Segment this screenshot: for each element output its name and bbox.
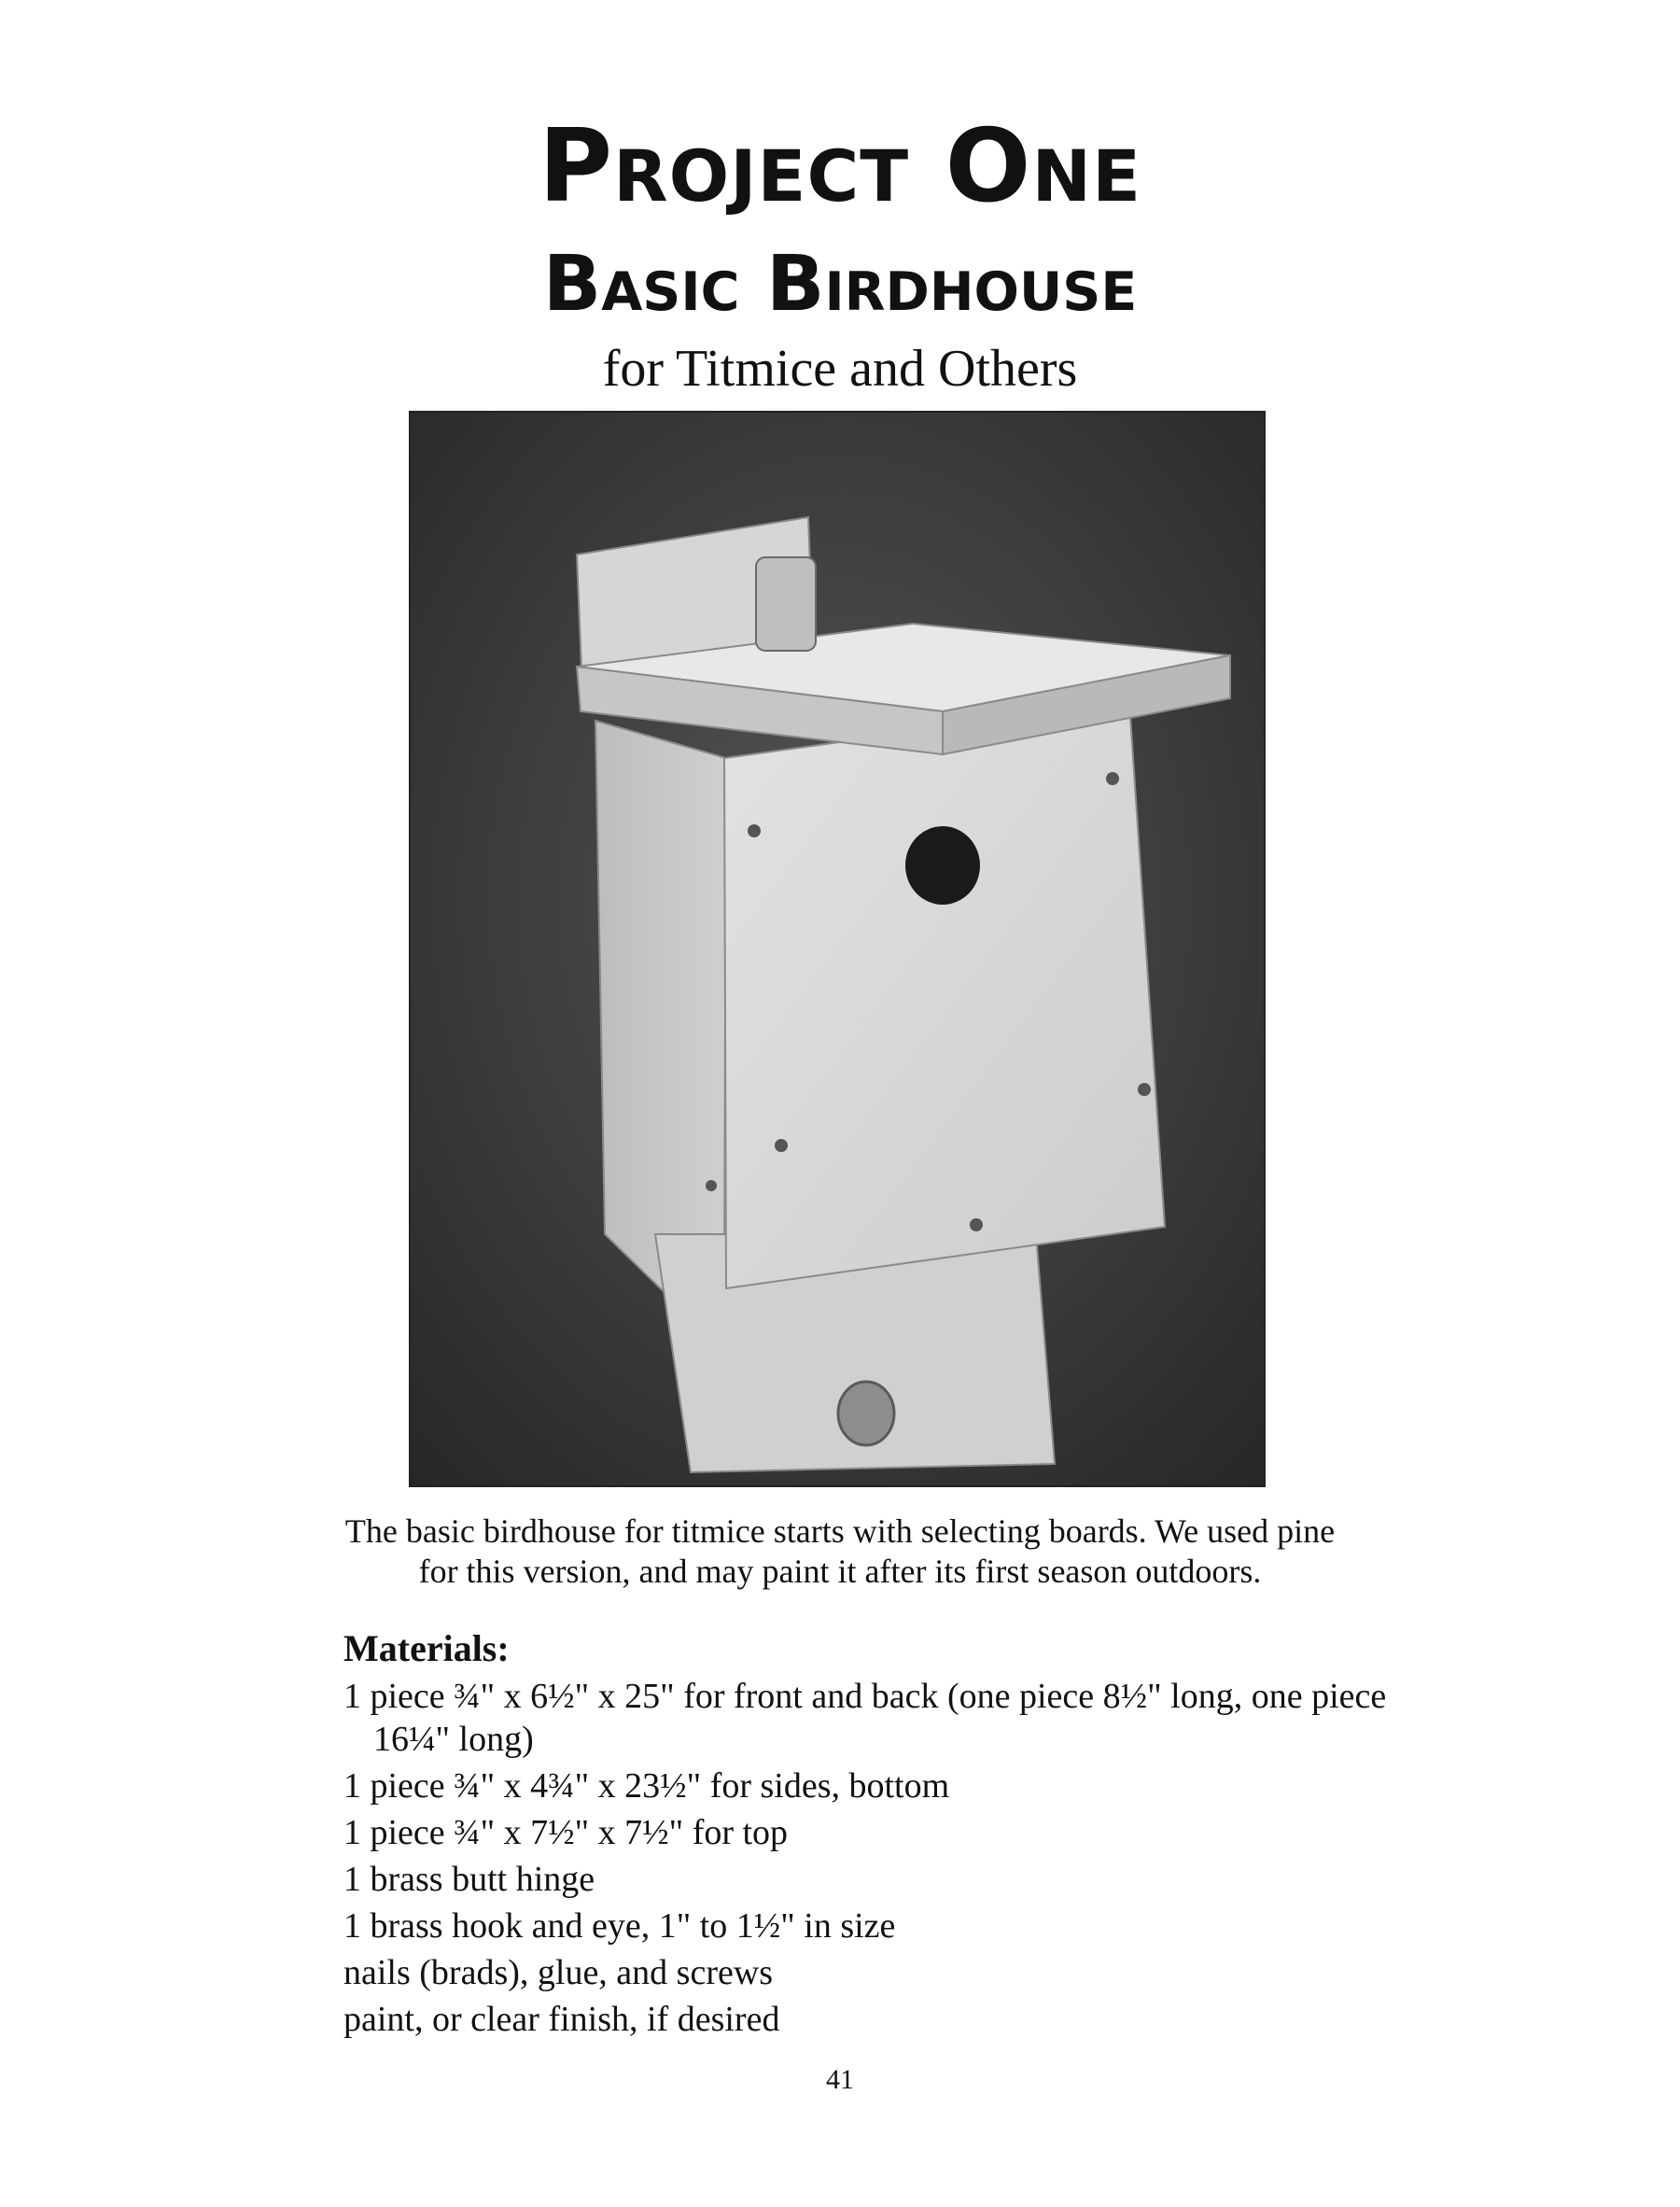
page-number: 41 <box>826 2064 854 2095</box>
entrance-hole <box>905 826 980 905</box>
list-item: nails (brads), glue, and screws <box>343 1953 774 1992</box>
screw <box>970 1218 983 1231</box>
list-item: 1 piece ¾" x 4¾" x 23½" for sides, bottom <box>343 1766 950 1806</box>
page-title: Project One <box>538 108 1142 225</box>
caption-line-1: The basic birdhouse for titmice starts with selecting boards. We used pine <box>344 1512 1336 1550</box>
screw <box>1106 772 1119 785</box>
hinge <box>756 557 816 651</box>
screw <box>1138 1083 1151 1096</box>
list-item: 1 brass hook and eye, 1" to 1½" in size <box>343 1906 896 1946</box>
title-block <box>0 110 1680 400</box>
materials-list <box>343 1675 1417 2041</box>
wood-knot <box>838 1382 894 1445</box>
materials-section <box>343 1626 1417 2045</box>
page-tagline: for Titmice and Others <box>602 340 1078 398</box>
list-item: 1 piece ¾" x 7½" x 7½" for top <box>343 1813 789 1852</box>
front-panel <box>724 702 1165 1288</box>
screw <box>775 1139 788 1152</box>
screw <box>706 1180 717 1191</box>
materials-heading: Materials: <box>343 1627 510 1669</box>
list-item: 1 brass butt hinge <box>343 1860 595 1899</box>
caption-line-2: for this version, and may paint it after its first season outdoors. <box>418 1553 1262 1590</box>
page-subtitle: Basic Birdhouse <box>542 240 1138 329</box>
list-item: 1 piece ¾" x 6½" x 25" for front and back (one piece 8½" long, one piece 16¼" long) <box>343 1677 1387 1759</box>
birdhouse-photo <box>409 411 1266 1487</box>
list-item: paint, or clear finish, if desired <box>343 2000 780 2039</box>
side-panel <box>595 721 726 1309</box>
screw <box>748 824 761 837</box>
photo-caption <box>280 1511 1400 1592</box>
birdhouse-illustration <box>411 413 1266 1487</box>
